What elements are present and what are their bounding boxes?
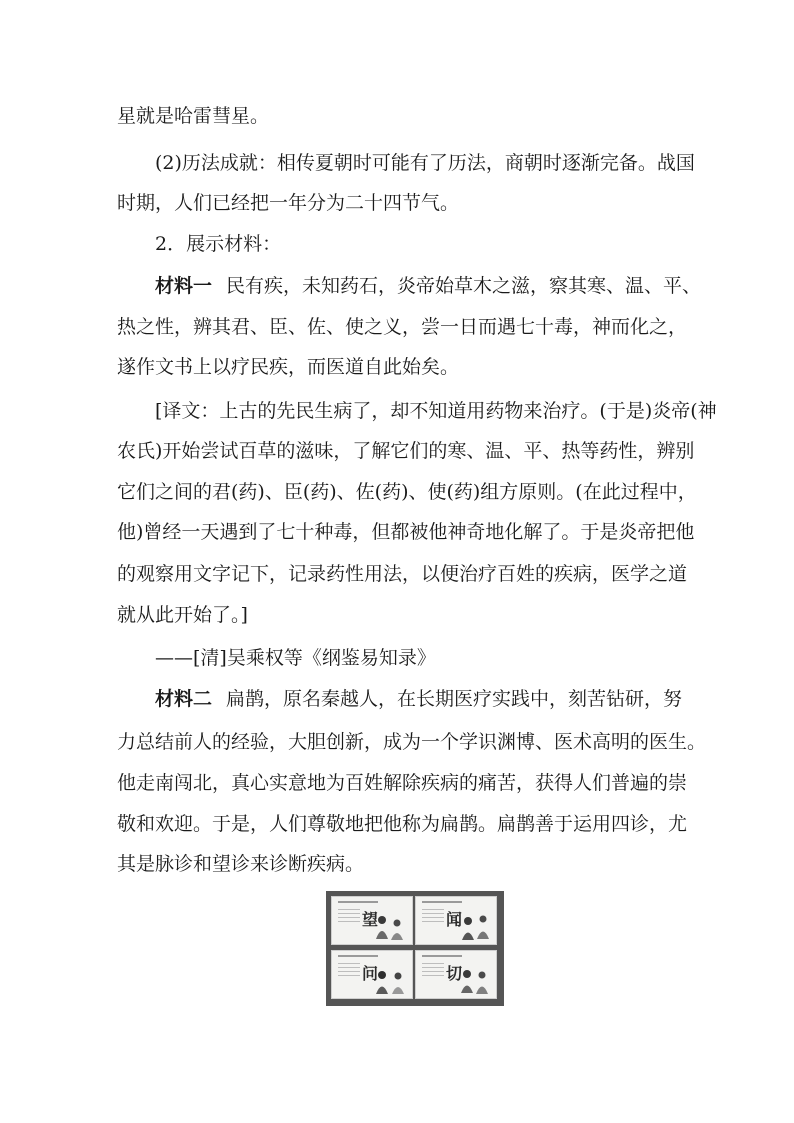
text-line: 星就是哈雷彗星。 (117, 105, 270, 127)
diagnosis-panel-listen (415, 896, 497, 945)
panel-character: 切 (446, 964, 463, 983)
text-line: 敬和欢迎。于是，人们尊敬地把他称为扁鹊。扁鹊善于运用四诊，尤 (117, 813, 688, 835)
translation-line: 的观察用文字记下，记录药性用法，以便治疗百姓的疾病，医学之道 (117, 563, 688, 585)
text-line: 扁鹊，原名秦越人，在长期医疗实践中，刻苦钻研，努 (226, 688, 683, 710)
material-one-label: 材料一 (155, 275, 213, 297)
text-line: 遂作文书上以疗民疾，而医道自此始矣。 (117, 356, 460, 378)
text-line: 时期，人们已经把一年分为二十四节气。 (117, 192, 460, 214)
four-diagnosis-illustration (326, 891, 504, 1006)
translation-line: 就从此开始了。] (117, 604, 248, 626)
diagnosis-panel-look (331, 896, 413, 945)
diagnosis-panel-ask (331, 950, 413, 999)
panel-character: 望 (362, 910, 379, 929)
panel-character: 闻 (446, 910, 463, 929)
source-citation: ——[清]吴乘权等《纲鉴易知录》 (155, 647, 436, 669)
figure-scene-icon (372, 911, 408, 941)
text-line: 其是脉诊和望诊来诊断疾病。 (117, 853, 365, 875)
panel-character: 问 (362, 964, 379, 983)
text-line: 力总结前人的经验，大胆创新，成为一个学识渊博、医术高明的医生。 (117, 731, 707, 753)
text-line: 他走南闯北，真心实意地为百姓解除疾病的痛苦，获得人们普遍的崇 (117, 772, 688, 794)
translation-line: 他)曾经一天遇到了七十种毒，但都被他神奇地化解了。于是炎帝把他 (117, 521, 695, 543)
figure-scene-icon (372, 965, 408, 995)
diagnosis-panel-pulse (415, 950, 497, 999)
translation-line: [译文：上古的先民生病了，却不知道用药物来治疗。(于是)炎帝(神 (155, 400, 717, 422)
text-line: 民有疾，未知药石，炎帝始草木之滋，察其寒、温、平、 (226, 275, 702, 297)
material-two-label: 材料二 (155, 688, 213, 710)
material-one-first-line (155, 273, 701, 299)
figure-scene-icon (456, 911, 492, 941)
section-heading: 2．展示材料： (155, 233, 282, 255)
translation-line: 它们之间的君(药)、臣(药)、佐(药)、使(药)组方原则。(在此过程中， (117, 481, 697, 503)
text-line: 热之性，辨其君、臣、佐、使之义，尝一日而遇七十毒，神而化之， (117, 316, 688, 338)
figure-scene-icon (456, 965, 492, 995)
material-two-first-line (155, 686, 682, 712)
text-line: (2)历法成就：相传夏朝时可能有了历法，商朝时逐渐完备。战国 (155, 152, 695, 174)
translation-line: 农氏)开始尝试百草的滋味，了解它们的寒、温、平、热等药性，辨别 (117, 440, 695, 462)
